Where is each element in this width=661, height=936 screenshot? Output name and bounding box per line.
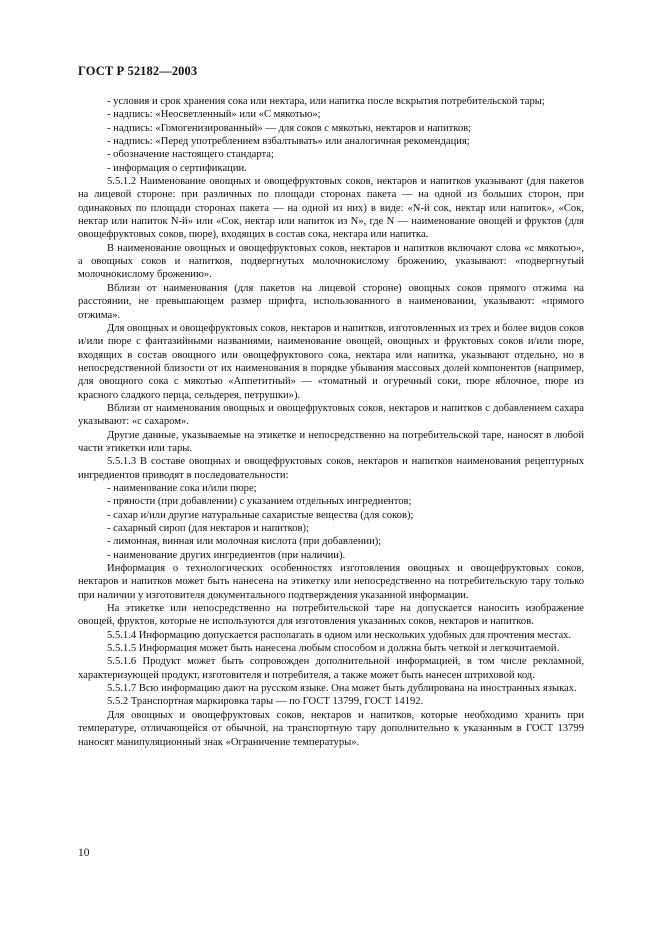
list-item: - обозначение настоящего стандарта; (107, 149, 274, 161)
paragraph: Для овощных и овощефруктовых соков, нектаров и напитков, которые необходимо хранить при температуре, отличающейся от обычной, на транспортную тару дополнительно к указанным в ГОСТ 13799 наносят манипуляционный знак «Ограничение температуры». (78, 709, 584, 748)
paragraph: Информация о технологических особенностях изготовления овощных и овощефруктовых соков, нектаров и напитков может быть нанесена на этикетку или непосредственно на потребительскую тару только при наличии у изготовителя документального подтверждения указанной информации. (78, 563, 584, 601)
page-header-standard: ГОСТ Р 52182—2003 (78, 64, 198, 78)
list-item: - сахар и/или другие натуральные сахаристые вещества (для соков); (107, 509, 414, 521)
list-item: - информация о сертификации. (107, 162, 247, 174)
list-item: - надпись: «Неосветленный» или «С мякотью»; (107, 109, 321, 121)
page-number: 10 (78, 847, 90, 859)
list-item: - условия и срок хранения сока или нектара, или напитка после вскрытия потребительской тары; (107, 96, 545, 107)
paragraph: Для овощных и овощефруктовых соков, нектаров и напитков, изготовленных из трех и более видов соков и/или пюре с фантазийными названиями, наименование овощей, овощных и фруктовых соков и/или пюре, входящих в состав овощного или овощефруктового сока, нектара или напитка, указывают отдельно, но в непосредственной близости от их наименования в порядке убывания массовых долей компонентов (например, для овощного сока с мякотью «Аппетитный» — «томатный и огуречный соки, пюре яблочное, пюре из красного сладкого перца, сельдерея, петрушки»). (78, 322, 584, 401)
list-item: - лимонная, винная или молочная кислота (при добавлении); (107, 536, 382, 548)
paragraph: Другие данные, указываемые на этикетке и непосредственно на потребительской таре, наносят в любой части этикетки или тары. (78, 429, 584, 454)
document-body (78, 95, 584, 749)
paragraph: 5.5.1.4 Информацию допускается располагать в одном или нескольких удобных для прочтения местах. (107, 629, 572, 641)
paragraph: В наименование овощных и овощефруктовых соков, нектаров и напитков включают слова «с мякотью», а овощных соков и напитков, подвергнутых молочнокислому брожению, указывают: «подвергнутый молочнокислому брожению». (78, 242, 584, 281)
list-item: - надпись: «Гомогенизированный» — для соков с мякотью, нектаров и напитков; (107, 122, 472, 134)
list-item: - надпись: «Перед употреблением взбалтывать» или аналогичная рекомендация; (107, 136, 470, 148)
paragraph: 5.5.1.2 Наименование овощных и овощефруктовых соков, нектаров и напитков указывают (для пакетов на лицевой стороне: при различных по площади сторонах пакета — на одной из больших сторон, при одинаковых по площади сторонах пакета — на одной из них) в виде: «N-й сок, нектар или напиток», «Сок, нектар или напиток N-й» или «Сок, нектар или напиток из N», где N — наименование овощей и фруктов (для овощефруктовых соков, пюре), входящих в состав сока, нектара или напитка. (78, 176, 584, 241)
list-item: - пряности (при добавлении) с указанием отдельных ингредиентов; (107, 496, 412, 508)
paragraph: 5.5.1.3 В составе овощных и овощефруктовых соков, нектаров и напитков наименования рецептурных ингредиентов приводят в последовательности: (78, 456, 584, 481)
paragraph: На этикетке или непосредственно на потребительской таре на допускается наносить изображение овощей, фруктов, которые не используются для изготовления указанных соков, нектаров и напитков. (78, 603, 584, 628)
list-item: - наименование сока и/или пюре; (107, 482, 257, 494)
list-item: - сахарный сироп (для нектаров и напитков); (107, 523, 309, 534)
paragraph: 5.5.1.5 Информация может быть нанесена любым способом и должна быть четкой и легкочитаемой. (107, 643, 560, 655)
paragraph: Вблизи от наименования (для пакетов на лицевой стороне) овощных соков прямого отжима на расстоянии, не превышающем размер шрифта, использованного в наименовании, указывают: «прямого отжима». (78, 282, 584, 321)
paragraph: 5.5.2 Транспортная маркировка тары — по ГОСТ 13799, ГОСТ 14192. (107, 696, 424, 708)
paragraph: 5.5.1.7 Всю информацию дают на русском языке. Она может быть дублирована на иностранных языках. (107, 683, 577, 695)
paragraph: Вблизи от наименования овощных и овощефруктовых соков, нектаров и напитков с добавлением сахара указывают: «с сахаром». (78, 402, 584, 428)
paragraph: 5.5.1.6 Продукт может быть сопровожден дополнительной информацией, в том числе рекламной, характеризующей продукт, изготовителя и потребителя, а также может быть нанесен штриховой код. (78, 656, 584, 681)
list-item: - наименование других ингредиентов (при наличии). (107, 549, 346, 561)
